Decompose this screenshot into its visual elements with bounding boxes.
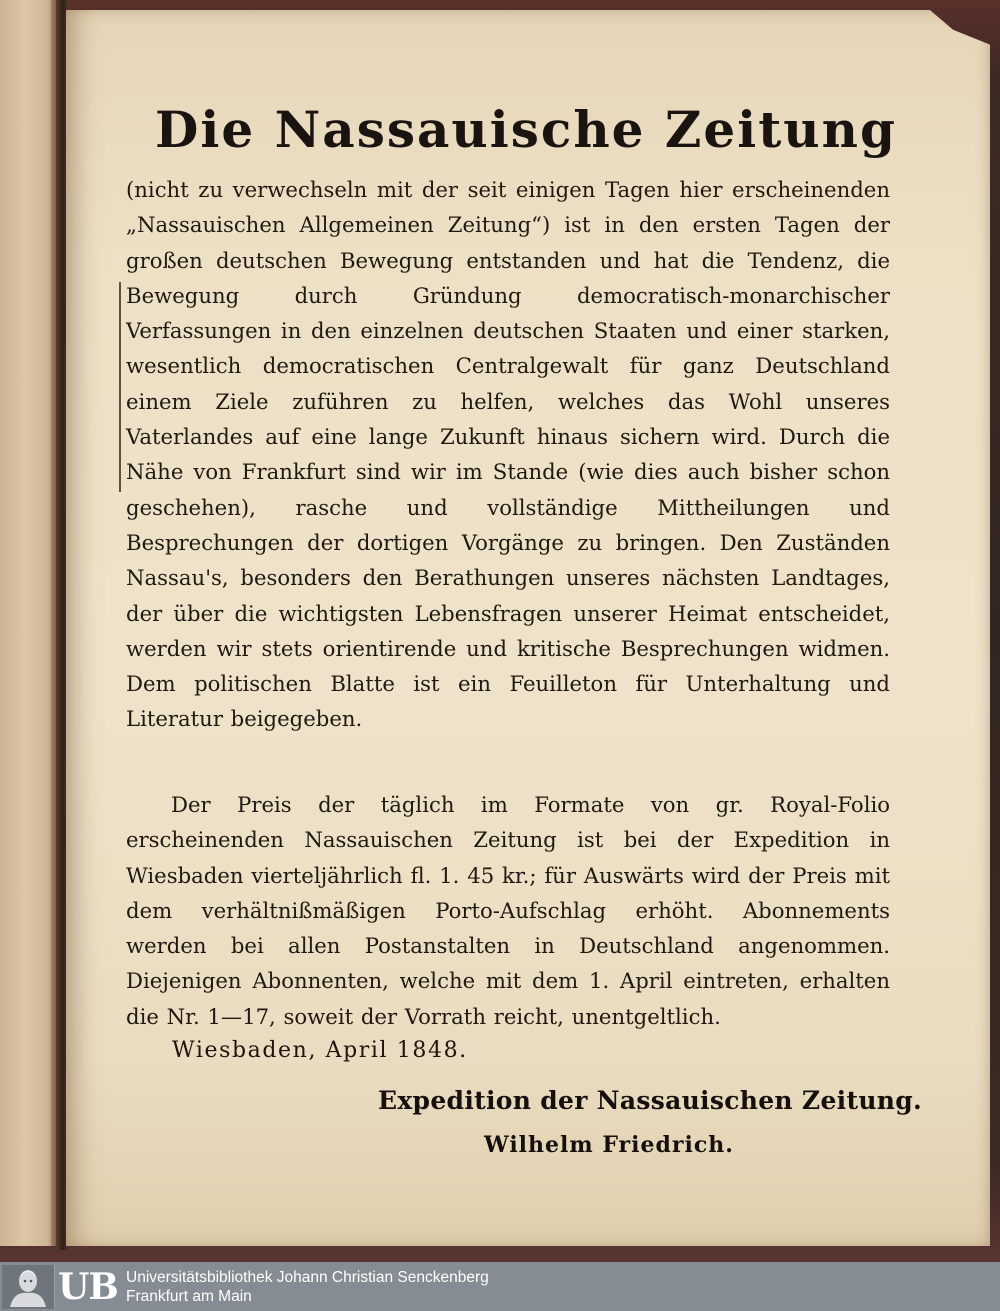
library-footer <box>0 1262 1000 1311</box>
place-date: Wiesbaden, April 1848. <box>172 1038 468 1063</box>
margin-mark <box>119 282 121 492</box>
signer-name: Wilhelm Friedrich. <box>484 1132 734 1158</box>
institution-location: Frankfurt am Main <box>126 1288 252 1305</box>
portrait-icon <box>2 1265 55 1309</box>
body-paragraph-2: Der Preis der täglich im Formate von gr. Royal-Folio erscheinenden Nassauischen Zeitung ist bei der Expedition in Wiesbaden vierteljährlich fl. 1. 45 kr.; für Auswärts wird der Preis mit dem verhältnißmäßigen Porto-Aufschlag erhöht. Abonnements werden bei allen Postanstalten in Deutschland angenommen. Diejenigen Abonnenten, welche mit dem 1. April eintreten, erhalten die Nr. 1—17, soweit der Vorrath reicht, unentgeltlich. <box>126 792 890 1029</box>
footer-caption <box>126 1268 489 1306</box>
library-logo[interactable] <box>2 1265 119 1309</box>
body-paragraph-1: (nicht zu verwechseln mit der seit einigen Tagen hier erscheinenden „Nassauischen Allgemeinen Zeitung“) ist in den ersten Tagen der großen deutschen Bewegung entstanden und hat die Tendenz, die Bewegung durch Gründung democratisch-monarchischer Verfassungen in den einzelnen deutschen Staaten und einer starken, wesentlich democratischen Centralgewalt für ganz Deutschland einem Ziele zuführen zu helfen, welches das Wohl unseres Vaterlandes auf eine lange Zukunft hinaus sichern wird. Durch die Nähe von Frankfurt sind wir im Stande (wie dies auch bisher schon geschehen), rasche und vollständige Mittheilungen und Besprechungen der dortigen Vorgänge zu bringen. Den Zuständen Nassau's, besonders den Berathungen unseres nächsten Landtages, der über die wichtigsten Lebensfragen unserer Heimat entscheidet, werden wir stets orientirende und kritische Besprechungen widmen. Dem politischen Blatte ist ein Feuilleton für Unterhaltung und Literatur beigegeben. <box>126 177 890 732</box>
institution-name[interactable]: Universitätsbibliothek Johann Christian Senckenberg <box>126 1269 489 1286</box>
signature-line: Expedition der Nassauischen Zeitung. <box>378 1086 923 1115</box>
page-title: Die Nassauische Zeitung <box>155 100 897 159</box>
previous-page-edge <box>0 0 58 1246</box>
logo-ub-text: UB <box>58 1266 118 1308</box>
